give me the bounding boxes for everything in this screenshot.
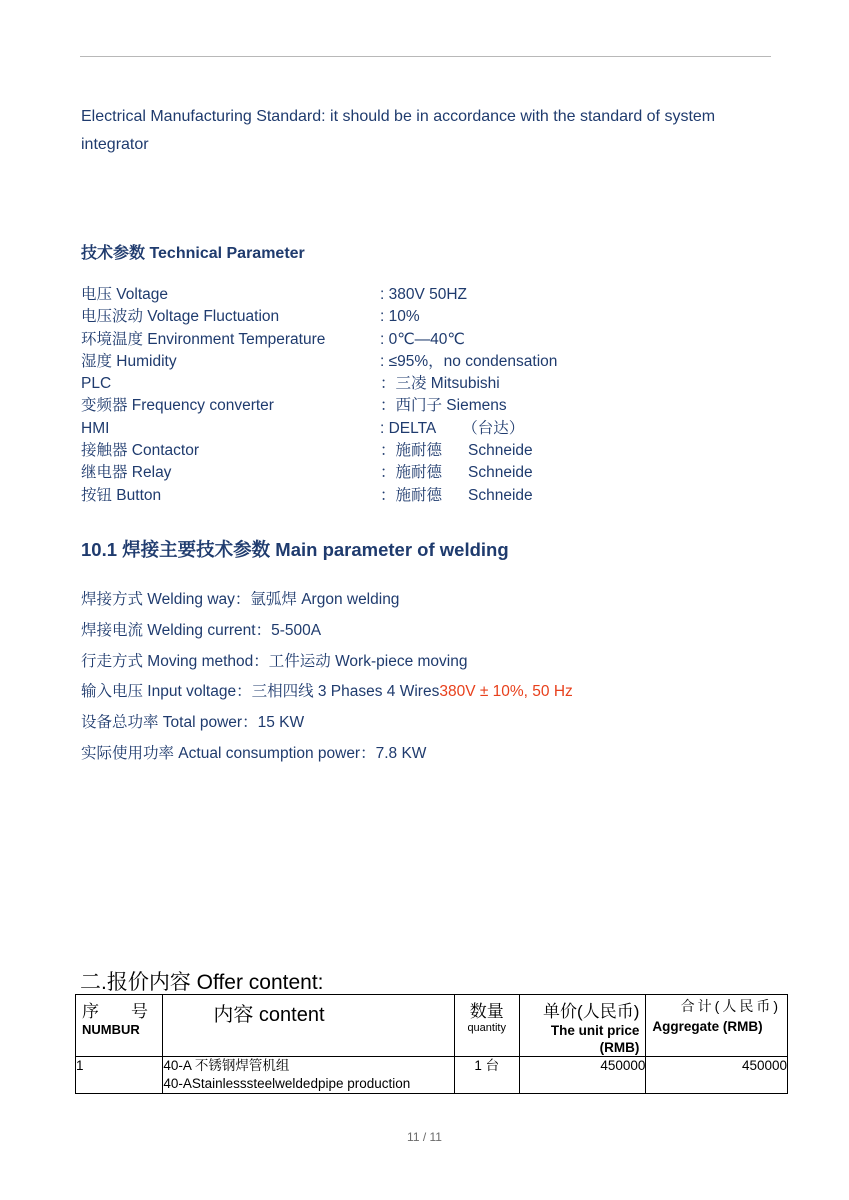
input-voltage-value: 380V ± 10%, 50 Hz xyxy=(439,683,573,701)
row-quantity: 1 台 xyxy=(454,1057,519,1094)
header-unit-price: 单价(人民币) The unit price (RMB) xyxy=(519,995,646,1057)
row-content: 40-A 不锈钢焊管机组 40-AStainlesssteelweldedpipe production xyxy=(163,1057,454,1094)
page-number: 11 / 11 xyxy=(407,1130,442,1144)
offer-heading: 二.报价内容 Offer content: xyxy=(80,971,324,994)
moving-method: 行走方式 Moving method：工件运动 Work-piece moving xyxy=(81,652,468,670)
welding-section-heading: 10.1 焊接主要技术参数 Main parameter of welding xyxy=(81,539,509,560)
header-content: 内容 content xyxy=(163,995,454,1057)
header-number: 序 号 NUMBUR xyxy=(76,995,163,1057)
total-power: 设备总功率 Total power：15 KW xyxy=(81,714,305,732)
row-number: 1 xyxy=(76,1057,163,1094)
tech-parameter-heading: 技术参数 Technical Parameter xyxy=(81,245,305,262)
actual-consumption-power: 实际使用功率 Actual consumption power：7.8 KW xyxy=(81,744,427,762)
table-header-row xyxy=(76,995,788,1057)
table-row xyxy=(76,1057,788,1094)
intro-paragraph: Electrical Manufacturing Standard: it should be in accordance with the standard of system integrator xyxy=(81,108,716,153)
header-quantity: 数量 quantity xyxy=(454,995,519,1057)
row-total: 450000 xyxy=(646,1057,788,1094)
welding-way: 焊接方式 Welding way：氩弧焊 Argon welding xyxy=(81,591,400,608)
header-rule xyxy=(80,56,771,57)
input-voltage: 输入电压 Input voltage：三相四线 3 Phases 4 Wires380V ± 10%, 50 Hz xyxy=(81,683,573,701)
offer-table xyxy=(75,994,788,1094)
welding-current: 焊接电流 Welding current：5-500A xyxy=(81,621,322,639)
row-unit-price: 450000 xyxy=(519,1057,646,1094)
header-aggregate: 合计(人民币) Aggregate (RMB) xyxy=(646,995,788,1057)
welding-parameter-list xyxy=(81,587,573,772)
